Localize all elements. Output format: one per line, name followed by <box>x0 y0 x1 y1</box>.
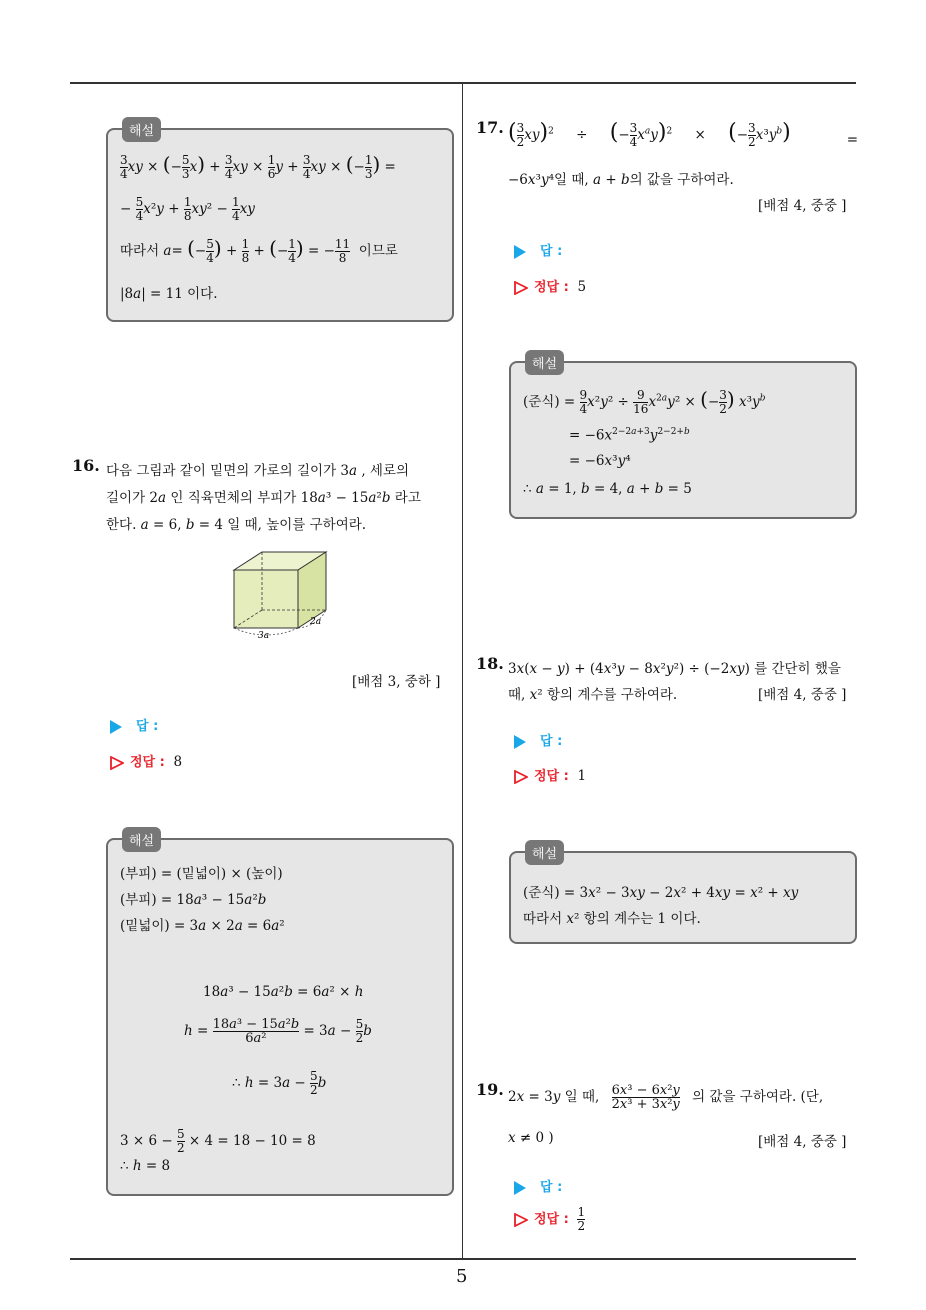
solution-box-17 <box>509 357 857 519</box>
column-divider <box>462 82 463 1259</box>
solution-17-line-2: = $-6x^{2-2a+3}y^{2-2+b}$ <box>569 427 690 444</box>
question-18-line-2: 때, x² 항의 계수를 구하여라. <box>508 687 678 703</box>
solution-18-line-1: (준식) = 3x² − 3xy − 2x² + 4xy = x² + xy <box>523 885 799 901</box>
play-icon <box>514 735 526 749</box>
cuboid-figure <box>228 548 338 644</box>
question-number-17: 17. <box>476 118 504 137</box>
outline-play-icon <box>514 770 528 784</box>
width-label: 3a <box>258 631 270 641</box>
solution-16-line-8: ∴ h = 8 <box>120 1158 171 1174</box>
question-18-score: [배점 4, 중중 ] <box>758 687 847 703</box>
solution-16-line-4: 18a³ − 15a²b = 6a² × h <box>203 984 364 1000</box>
solution-tag: 해설 <box>122 827 161 852</box>
solution-17-line-4: ∴ a = 1, b = 4, a + b = 5 <box>523 481 692 497</box>
question-number-18: 18. <box>476 654 504 673</box>
solution-tag: 해설 <box>525 350 564 375</box>
question-17-line-1: ( $\frac{3}{2}$ xy)$^2$ ÷ (− $\frac{3}{4}$ $x^ay)^2$ × (− $\frac{3}{2}$ $x^3y^b$) = <box>508 120 858 149</box>
question-16-text-3: 한다. a = 6, b = 4 일 때, 높이를 구하여라. <box>106 517 367 533</box>
question-number-16: 16. <box>72 456 100 475</box>
solution-16-line-6: ∴ h = 3a − $\frac{5}{2}$ b <box>232 1069 327 1097</box>
answer-row-19[interactable]: 답 : <box>514 1176 562 1195</box>
play-icon <box>514 245 526 259</box>
depth-label: 2a <box>310 617 322 627</box>
top-rule <box>70 82 856 84</box>
play-icon <box>110 720 122 734</box>
solution-16-line-2: (부피) = 18a³ − 15a²b <box>120 892 267 908</box>
solution-box-18 <box>509 847 857 944</box>
correct-row-19: 정답 : $\frac{1}{2}$ <box>514 1206 585 1233</box>
bottom-rule <box>70 1258 856 1260</box>
question-number-19: 19. <box>476 1080 504 1099</box>
solution-17-line-3: = −6x³y⁴ <box>569 453 631 469</box>
solution-line-1: $\frac{3}{4}$ xy × (− $\frac{5}{3}$ x) + $\frac{3}{4}$ xy × $\frac{1}{6}$ y + $\frac{3}{4}$ xy × (− $\frac{1}{3}$ ) = <box>120 152 396 181</box>
outline-play-icon <box>110 756 124 770</box>
question-16-text-2: 길이가 2a 인 직육면체의 부피가 18a³ − 15a²b 라고 <box>106 490 421 506</box>
answer-row-16[interactable]: 답 : <box>110 715 158 734</box>
solution-line-2: − $\frac{5}{4}$ x²y + $\frac{1}{8}$ xy² − $\frac{1}{4}$ xy <box>120 195 255 223</box>
solution-box-15 <box>106 124 454 322</box>
correct-row-18: 정답 : 1 <box>514 765 586 784</box>
answer-row-18[interactable]: 답 : <box>514 730 562 749</box>
play-icon <box>514 1181 526 1195</box>
outline-play-icon <box>514 281 528 295</box>
page-number: 5 <box>456 1266 468 1287</box>
question-19-line-2: x ≠ 0 ) <box>508 1130 554 1146</box>
solution-16-line-5: h = $\frac{\text{18a³ − 15a²b}}{\text{6a²}}$ = 3a − $\frac{5}{2}$ b <box>184 1017 372 1046</box>
solution-16-line-3: (밑넓이) = 3a × 2a = 6a² <box>120 918 285 934</box>
correct-row-16: 정답 : 8 <box>110 751 182 770</box>
question-18-line-1: 3x(x − y) + (4x³y − 8x²y²) ÷ (−2xy) 를 간단히 했을 <box>508 661 841 677</box>
correct-row-17: 정답 : 5 <box>514 276 586 295</box>
solution-box-16 <box>106 834 454 1196</box>
solution-16-line-7: 3 × 6 − $\frac{5}{2}$ × 4 = 18 − 10 = 8 <box>120 1127 316 1155</box>
answer-row-17[interactable]: 답 : <box>514 240 562 259</box>
solution-18-line-2: 따라서 x² 항의 계수는 1 이다. <box>523 911 701 927</box>
solution-16-line-1: (부피) = (밑넓이) × (높이) <box>120 866 283 882</box>
question-17-score: [배점 4, 중중 ] <box>758 198 847 214</box>
question-19-line-1: 2x = 3y 일 때, $\frac{\text{6x³ − 6x²y}}{\text{2x³ + 3x²y}}$ 의 값을 구하여라. (단, <box>508 1083 824 1112</box>
outline-play-icon <box>514 1213 528 1227</box>
question-17-line-2: −6x³y⁴일 때, a + b의 값을 구하여라. <box>508 172 734 188</box>
solution-line-3: 따라서 a= (− $\frac{5}{4}$ ) + $\frac{1}{8}$ + (− $\frac{1}{4}$ ) = − $\frac{11}{8}$ 이므로 <box>120 236 398 265</box>
solution-tag: 해설 <box>122 117 161 142</box>
question-16-score: [배점 3, 중하 ] <box>352 674 441 690</box>
question-19-score: [배점 4, 중중 ] <box>758 1134 847 1150</box>
question-16-text-1: 다음 그림과 같이 밑면의 가로의 길이가 3a , 세로의 <box>106 463 410 479</box>
solution-tag: 해설 <box>525 840 564 865</box>
solution-17-line-1: (준식) = $\frac{9}{4}$ x²y² ÷ $\frac{9}{16}$ $x^{2a}y^2$ × (− $\frac{3}{2}$ ) $x^3y^b$ <box>523 387 766 416</box>
solution-line-4: |8a| = 11 이다. <box>120 286 218 302</box>
